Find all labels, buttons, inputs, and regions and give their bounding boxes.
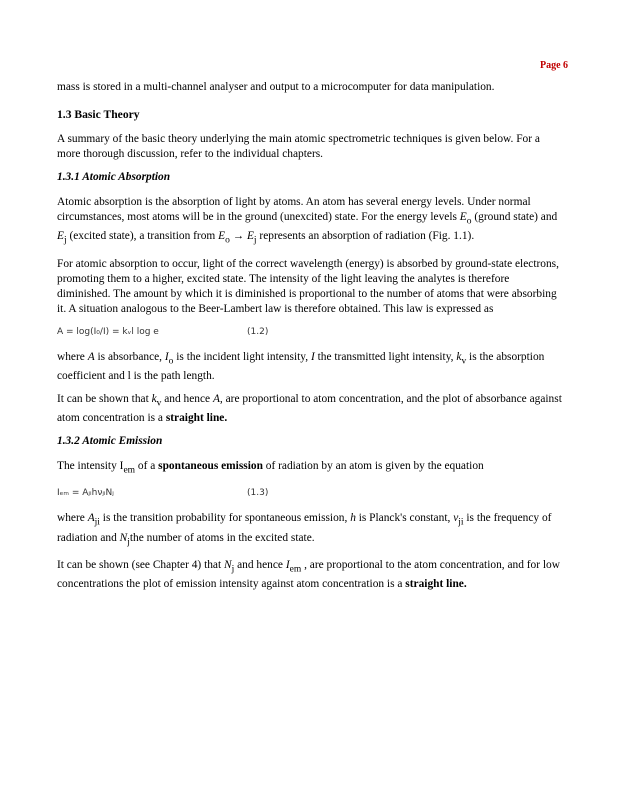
basic-theory-paragraph: A summary of the basic theory underlying the main atomic spectrometric techniques is given below. For a more thorough discussion, refer to the individual chapters.: [57, 133, 540, 160]
equation-number: (1.3): [247, 488, 269, 499]
equation-number: (1.2): [247, 326, 269, 337]
intro-paragraph: mass is stored in a multi-channel analyser and output to a microcomputer for data manipulation.: [57, 81, 495, 93]
section-heading-atomic-absorption: 1.3.1 Atomic Absorption: [57, 171, 171, 183]
atomic-absorption-paragraph-2: For atomic absorption to occur, light of the correct wavelength (energy) is absorbed by ground-state electrons, promoting them to a higher, excited state. The intensity of the light leaving the analytes is therefore diminished. The amount by which it is diminished is proportional to the number of atoms that were absorbing it. A situation analogous to the Beer-Lambert law is therefore obtained. This law is expressed as: [57, 257, 559, 315]
equation-formula: Iₑₘ = AⱼᵢhνⱼᵢNⱼ: [57, 488, 114, 499]
section-heading-basic-theory: 1.3 Basic Theory: [57, 108, 140, 121]
equation-formula: A = log(I₀/I) = kᵥl log e: [57, 326, 159, 337]
atomic-emission-paragraph-2: where $A_{ji}$ is the transition probability for spontaneous emission, h is Planck's constant, $\nu_{ji}$ is the frequency of radiation and $N_jthe$ number of atoms in the excited state.: [57, 512, 552, 547]
atomic-absorption-paragraph-1: Atomic absorption is the absorption of light by atoms. An atom has several energy levels. Under normal circumstances, most atoms will be in the ground (unexcited) state. For the energy levels $E_o$ (ground state) and $E_j$ (excited state), a transition from $E_o \to E_j$ represents an absorption of radiation (Fig. 1.1).: [57, 196, 558, 246]
section-heading-atomic-emission: 1.3.2 Atomic Emission: [57, 435, 163, 448]
atomic-absorption-paragraph-4: It can be shown that $k_v$ and hence A, are proportional to atom concentration, and the plot of absorbance against atom concentration is a straight line.: [57, 392, 562, 425]
document-body: [57, 80, 562, 600]
page-number: Page 6: [540, 60, 569, 71]
atomic-absorption-paragraph-3: where A is absorbance, $I_o$ is the incident light intensity, I the transmitted light intensity, $k_v$ is the absorption coefficient and l is the path length.: [57, 350, 545, 382]
atomic-emission-paragraph-1: The intensity $I_{em}$ of a spontaneous emission of radiation by an atom is given by the equation: [57, 460, 484, 476]
equation-1-3: [57, 486, 562, 501]
atomic-emission-paragraph-3: It can be shown (see Chapter 4) that $N_j$ and hence $I_{em}$ , are proportional to the atom concentration, and for low concentrations the plot of emission intensity against atom concentration is a straight line.: [57, 558, 560, 591]
equation-1-2: [57, 325, 562, 340]
